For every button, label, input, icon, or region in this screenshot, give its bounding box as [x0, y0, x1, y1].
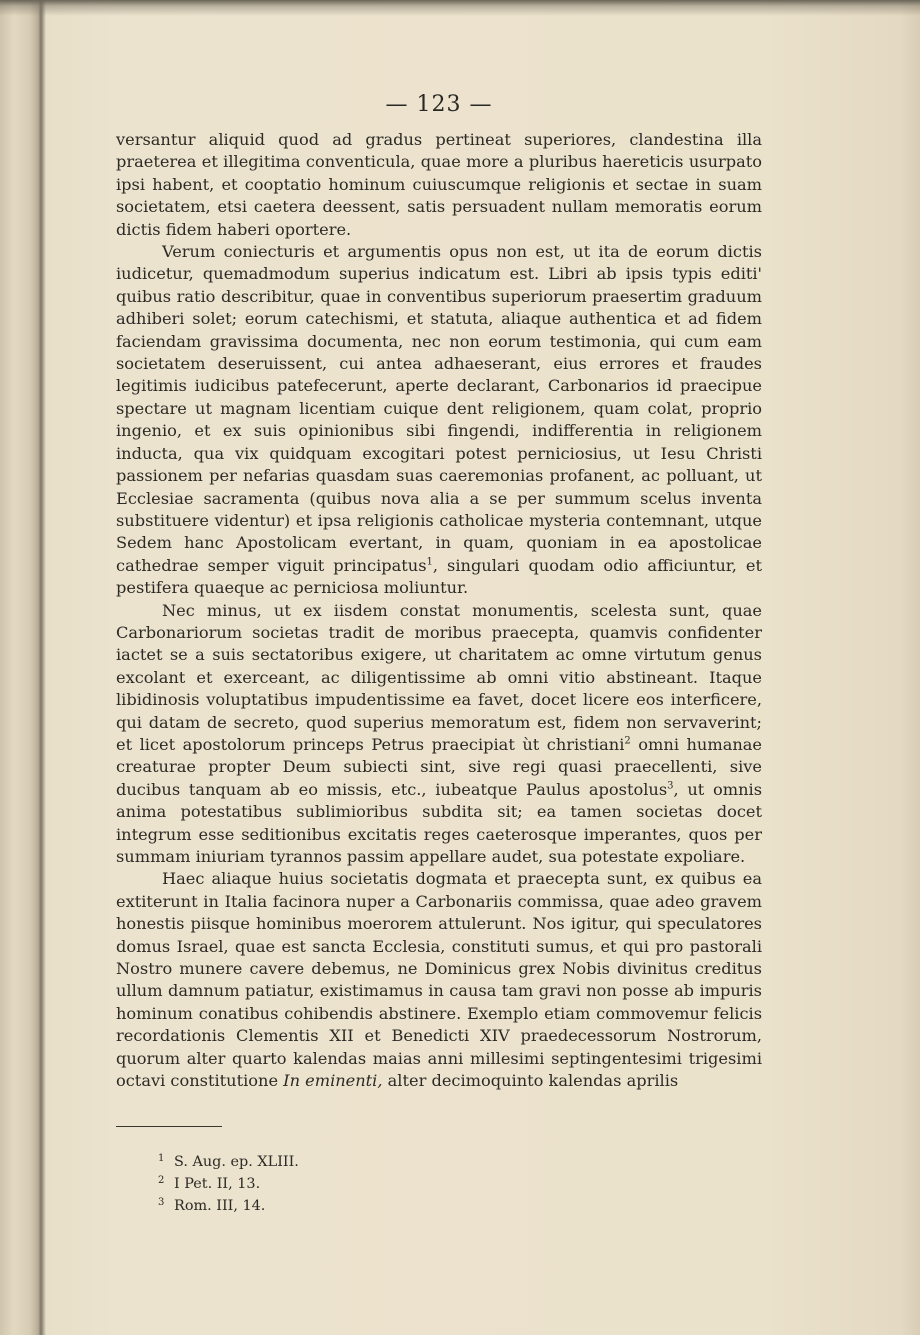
paragraph: [116, 241, 762, 600]
footnote: [158, 1151, 762, 1173]
footnote-text: I Pet. II, 13.: [174, 1176, 261, 1193]
paragraph: [116, 600, 762, 869]
text-run: Verum coniecturis et argumentis opus non est, ut ita de eorum dictis iudicetur, quemadmodum superius indicatum est. Libri ab ipsis typis editi' quibus ratio describitur, quae in conventibus superiorum praesertim graduum adhiberi solet; eorum catechismi, et statuta, aliaque authentica et ad fidem faciendam gravissima documenta, nec non eorum testimonia, qui cum eam societatem deseruissent, cui antea adhaeserant, eius errores et fraudes legitimis iudicibus patefecerunt, aperte declarant, Carbonarios id praecipue spectare ut magnam licentiam cuique dent religionem, quam colat, proprio ingenio, et ex suis opinionibus sibi fingendi, indifferentia in religionem inducta, qua vix quidquam excogitari potest perniciosius, ut Iesu Christi passionem per nefarias quasdam suas caeremonias profanent, ac polluant, ut Ecclesiae sacramenta (quibus nova alia a se per summum scelus inventa substituere videntur) et ipsa religionis catholicae mysteria contemnant, utque Sedem hanc Apostolicam evertant, in quam, quoniam in ea apostolicae cathedrae semper viguit principatus: [116, 242, 762, 575]
footnote-mark: 3: [158, 1197, 165, 1209]
text-run: versantur aliquid quod ad gradus pertineat superiores, clandestina illa praeterea et illegitima conventicula, quae more a pluribus haereticis usurpato ipsi habent, et cooptatio hominum cuiuscumque religionis et sectae in suam societatem, etsi caetera deessent, satis persuadent nullam memoratis eorum dictis fidem haberi oportere.: [116, 130, 762, 239]
paragraph: [116, 868, 762, 1092]
footnote-reference: 2: [624, 735, 631, 747]
paragraph: [116, 129, 762, 241]
text-run: Haec aliaque huius societatis dogmata et praecepta sunt, ex quibus ea extiterunt in Italia facinora nuper a Carbonariis commissa, quae adeo gravem honestis piisque hominibus moerorem attulerunt. Nos igitur, qui speculatores domus Israel, quae est sancta Ecclesia, constituti sumus, et qui pro pastorali Nostro munere cavere debemus, ne Dominicus grex Nobis divinitus creditus ullum damnum patiatur, existimamus in causa tam gravi non posse ab impuris hominum conatibus cohibendis abstinere. Exemplo etiam commovemur felicis recordationis Clementis XII et Benedicti XIV praedecessorum Nostrorum, quorum alter quarto kalendas maias anni millesimi septingentesimi trigesimi octavi constitutione: [116, 869, 762, 1091]
page-content: [116, 92, 762, 1217]
scan-shadow: [0, 0, 920, 16]
footnote-reference: 3: [667, 780, 674, 792]
page-number: — 123 —: [385, 92, 493, 117]
text-run: , singulari quodam odio afficiuntur, et pestifera quaeque ac perniciosa moliuntur.: [116, 555, 762, 598]
body-text: [116, 129, 762, 1092]
footnote-rule: [116, 1126, 222, 1127]
italic-title: In eminenti,: [283, 1071, 383, 1091]
footnote-mark: 2: [158, 1175, 165, 1187]
footnote: [158, 1195, 762, 1217]
footnote-reference: 1: [426, 556, 433, 568]
footnote-text: S. Aug. ep. XLIII.: [174, 1154, 299, 1171]
footnote-mark: 1: [158, 1153, 165, 1165]
text-run: alter decimoquinto kalendas aprilis: [382, 1071, 679, 1091]
text-run: omni humanae creaturae propter Deum subiecti sint, sive regi quasi praecellenti, sive ducibus tanquam ab eo missis, etc., iubeatque Paulus apostolus: [116, 734, 762, 799]
footnote-text: Rom. III, 14.: [174, 1198, 266, 1215]
text-run: , ut omnis anima potestatibus sublimioribus subdita sit; ea tamen societas docet integrum esse seditionibus excitatis reges caeterosque imperantes, quos per summam iniuriam tyrannos passim appellare audet, sua potestate expoliare.: [116, 779, 763, 866]
footnotes: [158, 1151, 762, 1217]
text-run: Nec minus, ut ex iisdem constat monumentis, scelesta sunt, quae Carbonariorum societas tradit de moribus praecepta, quamvis confidenter iactet se a suis sectatoribus exigere, ut charitatem ac omne virtutum genus excolant et exerceant, ac diligentissime ab omni vitio abstineant. Itaque libidinosis voluptatibus impudentissime ea favet, docet licere eos interficere, qui datam de secreto, quod superius memoratum est, fidem non servaverint; et licet apostolorum princeps Petrus praecipiat ùt christiani: [116, 600, 762, 754]
footnote: [158, 1173, 762, 1195]
